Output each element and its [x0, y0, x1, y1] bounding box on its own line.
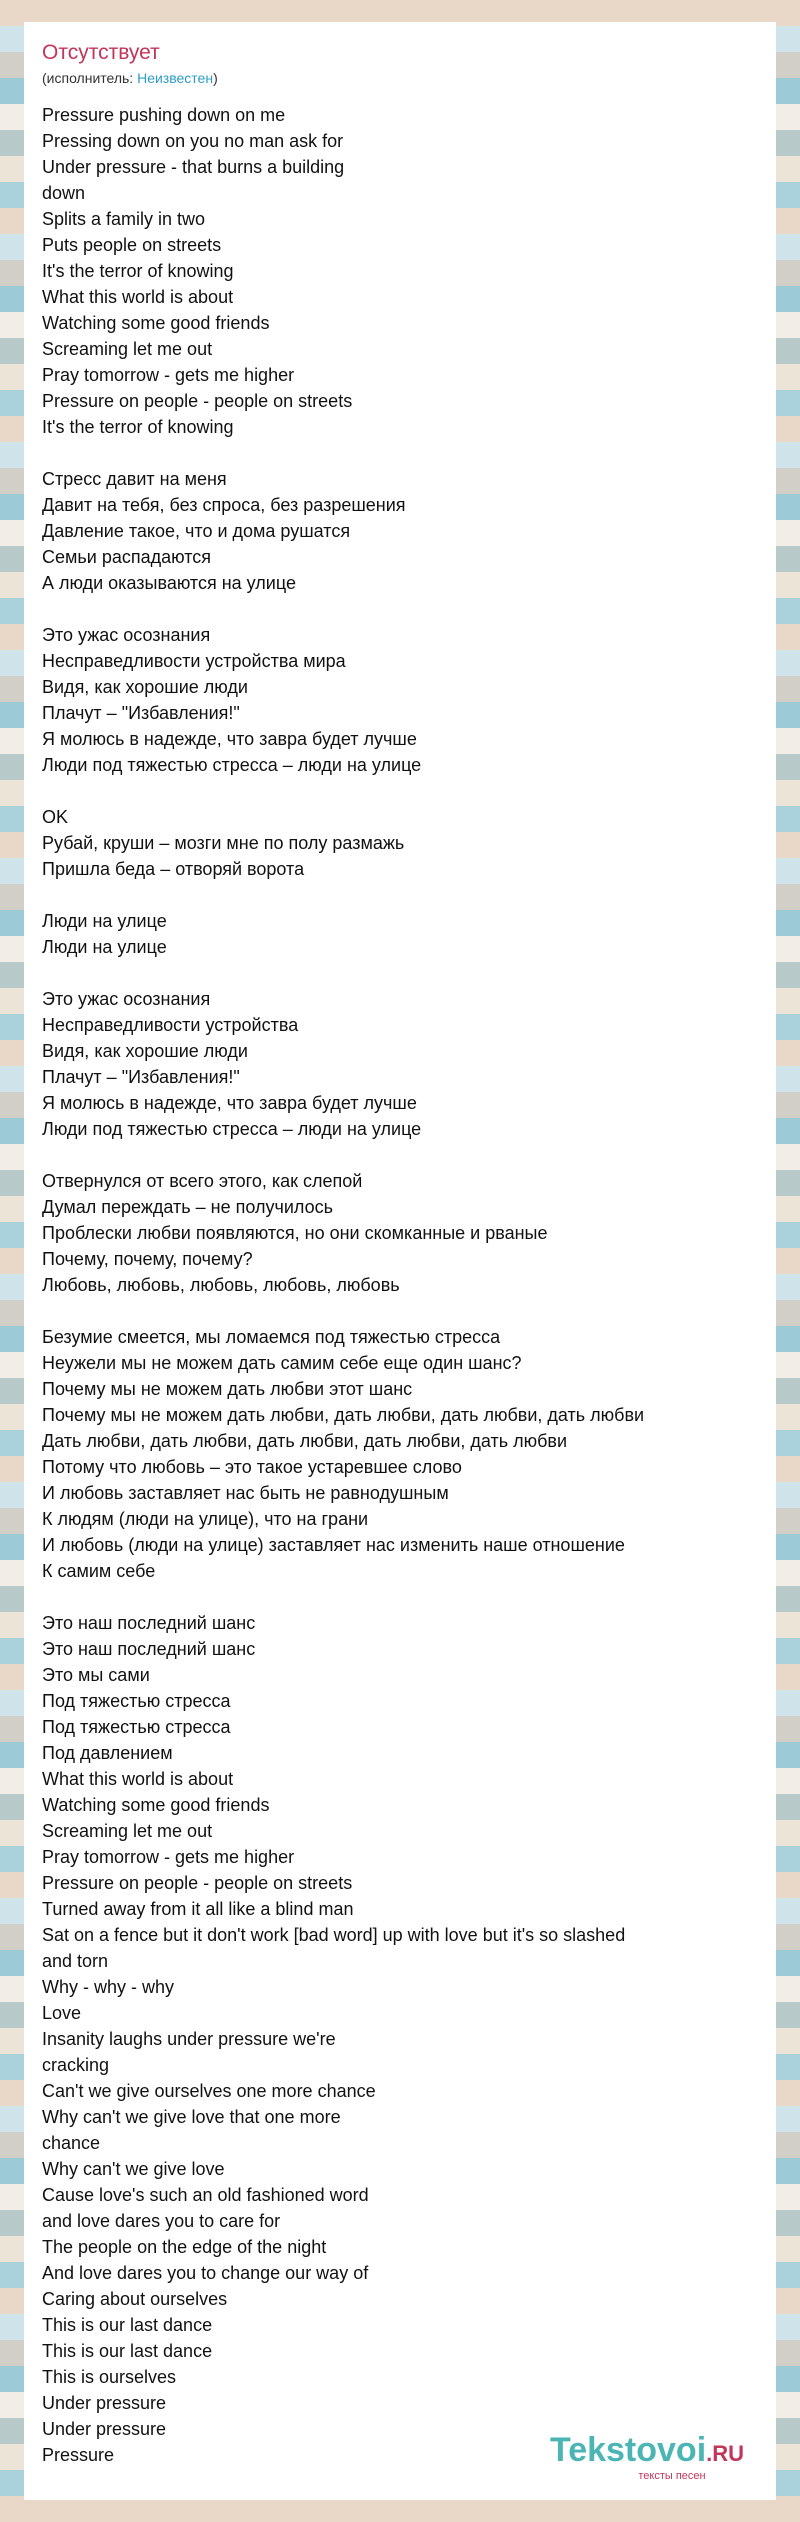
lyric-line: Почему, почему, почему?	[42, 1249, 253, 1269]
lyric-line: Люди на улице	[42, 911, 167, 931]
lyric-line: Давит на тебя, без спроса, без разрешения	[42, 495, 406, 515]
stanza-break	[42, 1584, 754, 1610]
lyric-line: Pressure pushing down on me	[42, 105, 286, 125]
lyric-line: Can't we give ourselves one more chance	[42, 2081, 376, 2101]
lyric-line: А люди оказываются на улице	[42, 573, 296, 593]
lyric-line: Плачут – "Избавления!"	[42, 1067, 240, 1087]
lyric-line: Why can't we give love that one more	[42, 2107, 341, 2127]
lyric-line: It's the terror of knowing	[42, 261, 234, 281]
logo-tagline: тексты песен	[638, 2470, 706, 2482]
lyric-line: Любовь, любовь, любовь, любовь, любовь	[42, 1275, 400, 1295]
lyric-line: Почему мы не можем дать любви этот шанс	[42, 1379, 413, 1399]
lyric-line: Рубай, круши – мозги мне по полу размажь	[42, 833, 405, 853]
lyric-line: Отвернулся от всего этого, как слепой	[42, 1171, 363, 1191]
lyric-line: Неужели мы не можем дать самим себе еще один шанс?	[42, 1353, 522, 1373]
lyric-line: Puts people on streets	[42, 235, 222, 255]
lyric-line: Несправедливости устройства	[42, 1015, 299, 1035]
lyric-line: Под тяжестью стресса	[42, 1691, 231, 1711]
lyric-line: Pressure on people - people on streets	[42, 1873, 353, 1893]
lyric-line: Sat on a fence but it don't work [bad word] up with love but it's so slashed	[42, 1925, 626, 1945]
logo-domain: .RU	[706, 2441, 745, 2466]
stanza-break	[42, 1298, 754, 1324]
lyric-line: It's the terror of knowing	[42, 417, 234, 437]
stanza-break	[42, 778, 754, 804]
lyric-line: And love dares you to change our way of	[42, 2263, 369, 2283]
lyric-line: This is ourselves	[42, 2367, 177, 2387]
lyric-line: Давление такое, что и дома рушатся	[42, 521, 351, 541]
lyric-line: К самим себе	[42, 1561, 156, 1581]
lyric-line: Под давлением	[42, 1743, 173, 1763]
lyric-line: Cause love's such an old fashioned word	[42, 2185, 369, 2205]
lyric-line: This is our last dance	[42, 2341, 213, 2361]
artist-link[interactable]: Неизвестен	[137, 70, 214, 86]
lyric-line: Люди под тяжестью стресса – люди на улице	[42, 755, 422, 775]
lyric-line: Почему мы не можем дать любви, дать любви, дать любви, дать любви	[42, 1405, 645, 1425]
lyric-line: Pressure on people - people on streets	[42, 391, 353, 411]
lyric-line: Watching some good friends	[42, 1795, 270, 1815]
lyric-line: Люди на улице	[42, 937, 167, 957]
logo-wordmark	[532, 2432, 762, 2472]
lyric-line: Я молюсь в надежде, что завра будет лучше	[42, 1093, 417, 1113]
lyrics-text	[42, 102, 754, 2468]
lyric-line: Несправедливости устройства мира	[42, 651, 346, 671]
lyric-line: What this world is about	[42, 1769, 234, 1789]
lyric-line: И любовь заставляет нас быть не равнодушным	[42, 1483, 449, 1503]
lyric-line: Watching some good friends	[42, 313, 270, 333]
lyric-line: What this world is about	[42, 287, 234, 307]
lyric-line: Люди под тяжестью стресса – люди на улице	[42, 1119, 422, 1139]
stanza-break	[42, 960, 754, 986]
lyric-line: Pressing down on you no man ask for	[42, 131, 344, 151]
lyric-line: И любовь (люди на улице) заставляет нас изменить наше отношение	[42, 1535, 625, 1555]
lyric-line: Это наш последний шанс	[42, 1613, 256, 1633]
lyric-line: Проблески любви появляются, но они скомканные и рваные	[42, 1223, 548, 1243]
lyric-line: Screaming let me out	[42, 1821, 213, 1841]
lyric-line: down	[42, 183, 86, 203]
lyric-line: and love dares you to care for	[42, 2211, 281, 2231]
lyric-line: Under pressure - that burns a building	[42, 157, 345, 177]
logo-name: Tekstovoi	[549, 2431, 707, 2469]
lyric-line: Семьи распадаются	[42, 547, 212, 567]
lyric-line: Видя, как хорошие люди	[42, 677, 248, 697]
lyric-line: Turned away from it all like a blind man	[42, 1899, 354, 1919]
lyric-line: The people on the edge of the night	[42, 2237, 327, 2257]
lyric-line: Плачут – "Избавления!"	[42, 703, 240, 723]
artist-line	[42, 69, 218, 87]
lyric-line: Why - why - why	[42, 1977, 175, 1997]
lyric-line: Под тяжестью стресса	[42, 1717, 231, 1737]
lyric-line: К людям (люди на улице), что на грани	[42, 1509, 369, 1529]
lyric-line: Думал переждать – не получилось	[42, 1197, 333, 1217]
lyric-line: Стресс давит на меня	[42, 469, 227, 489]
artist-suffix: )	[213, 70, 218, 86]
lyric-line: Дать любви, дать любви, дать любви, дать любви, дать любви	[42, 1431, 568, 1451]
lyric-line: Это наш последний шанс	[42, 1639, 256, 1659]
lyric-line: Это ужас осознания	[42, 625, 211, 645]
artist-prefix: (исполнитель:	[42, 70, 138, 86]
lyric-line: and torn	[42, 1951, 109, 1971]
lyric-line: Потому что любовь – это такое устаревшее слово	[42, 1457, 462, 1477]
song-title: Отсутствует	[42, 41, 160, 64]
lyric-line: Under pressure	[42, 2419, 167, 2439]
lyric-line: Я молюсь в надежде, что завра будет лучше	[42, 729, 417, 749]
lyric-line: Screaming let me out	[42, 339, 213, 359]
lyric-line: Pressure	[42, 2445, 115, 2465]
lyric-line: Love	[42, 2003, 82, 2023]
lyric-line: Under pressure	[42, 2393, 167, 2413]
lyric-line: Splits a family in two	[42, 209, 206, 229]
lyric-line: OK	[42, 807, 69, 827]
site-logo[interactable]	[532, 2432, 762, 2482]
lyric-line: Pray tomorrow - gets me higher	[42, 365, 295, 385]
lyric-line: Pray tomorrow - gets me higher	[42, 1847, 295, 1867]
lyric-line: This is our last dance	[42, 2315, 213, 2335]
stanza-break	[42, 1142, 754, 1168]
lyric-line: Это мы сами	[42, 1665, 150, 1685]
lyric-line: Insanity laughs under pressure we're	[42, 2029, 336, 2049]
stanza-break	[42, 440, 754, 466]
stanza-break	[42, 882, 754, 908]
lyric-line: Why can't we give love	[42, 2159, 225, 2179]
lyric-line: Пришла беда – отворяй ворота	[42, 859, 305, 879]
lyric-line: Caring about ourselves	[42, 2289, 228, 2309]
lyric-line: cracking	[42, 2055, 110, 2075]
lyric-line: Видя, как хорошие люди	[42, 1041, 248, 1061]
lyric-line: Это ужас осознания	[42, 989, 211, 1009]
lyric-line: Безумие смеется, мы ломаемся под тяжестью стресса	[42, 1327, 501, 1347]
lyrics-card	[24, 22, 776, 2500]
lyric-line: chance	[42, 2133, 101, 2153]
stanza-break	[42, 596, 754, 622]
